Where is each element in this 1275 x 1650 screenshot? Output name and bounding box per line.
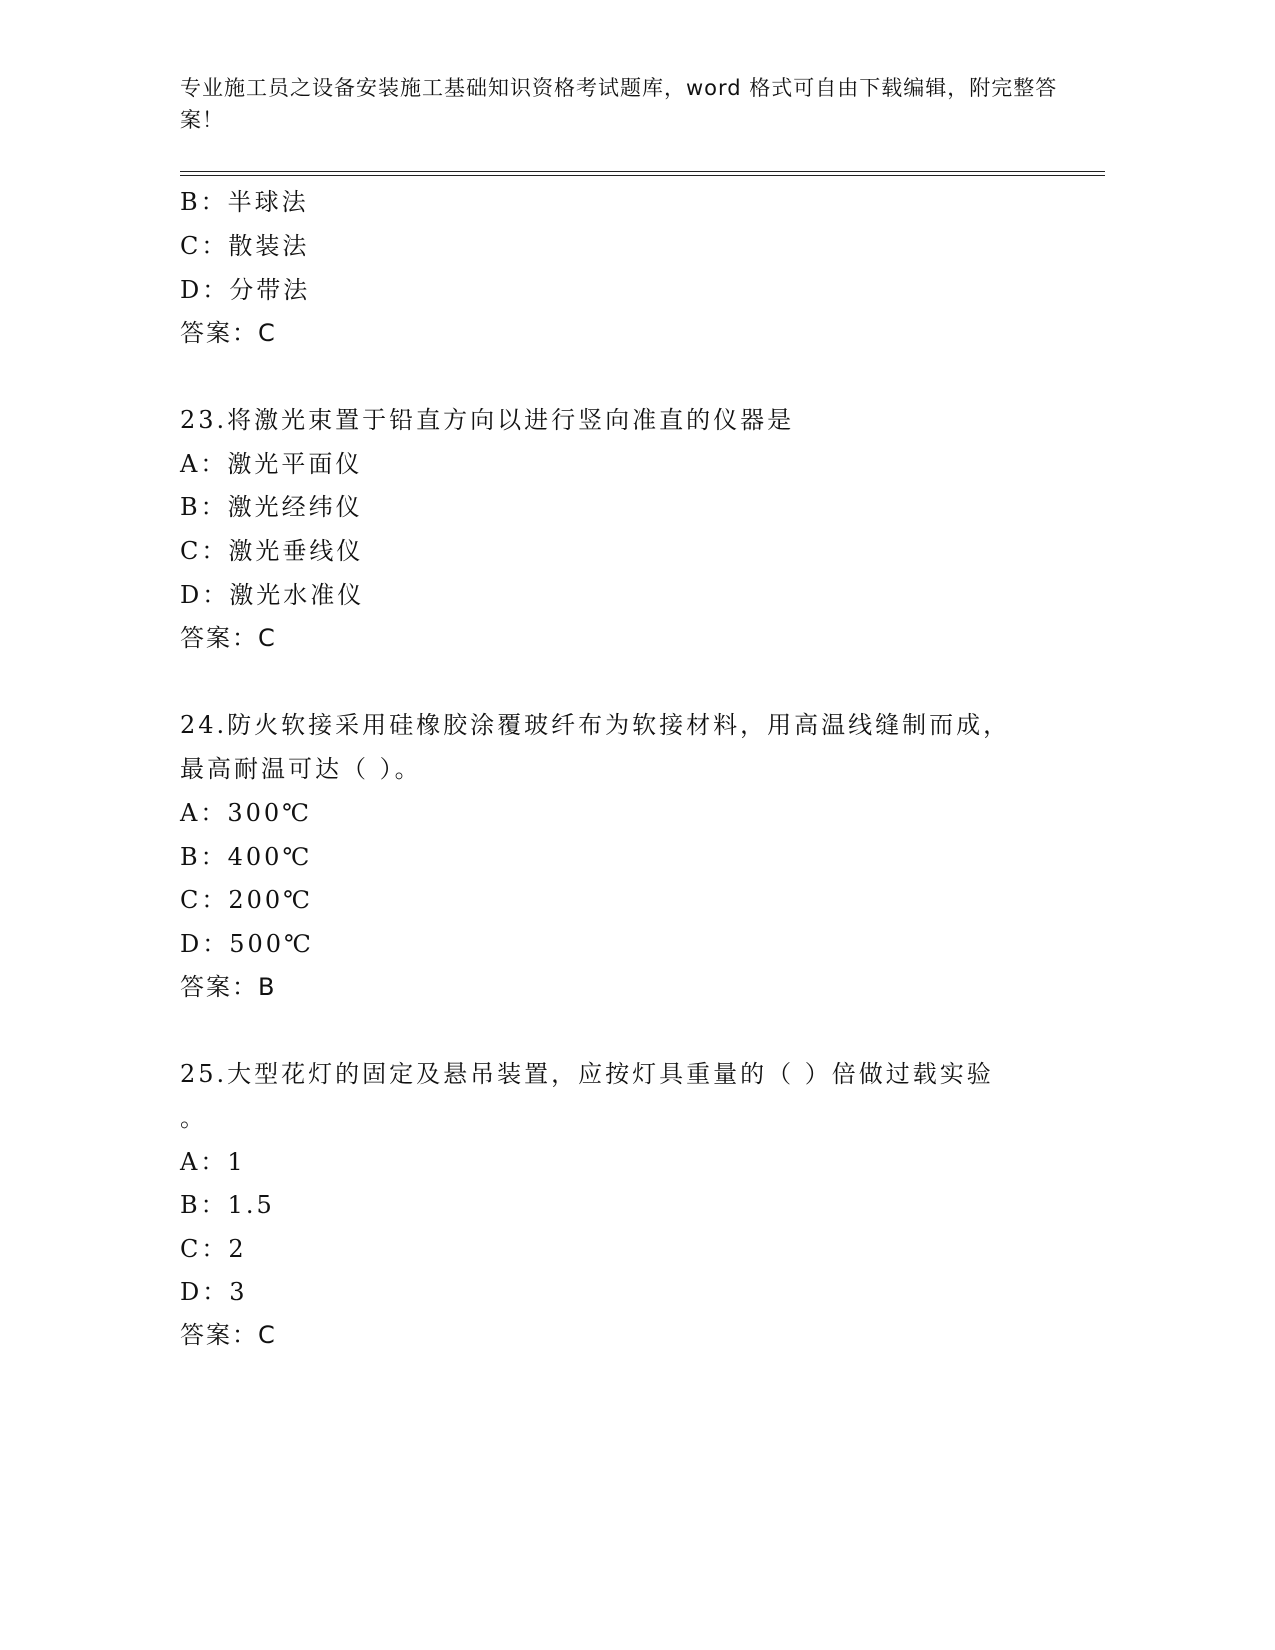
q23-stem: 23.将激光束置于铅直方向以进行竖向准直的仪器是 bbox=[180, 406, 795, 434]
header-divider-top bbox=[180, 171, 1105, 172]
q23-option-a: A：激光平面仪 bbox=[180, 450, 363, 478]
q23-option-c: C：激光垂线仪 bbox=[180, 537, 364, 565]
header-divider-bottom bbox=[180, 175, 1105, 176]
q25-option-b: B：1.5 bbox=[180, 1191, 275, 1219]
q25-answer: 答案：C bbox=[180, 1321, 277, 1349]
q25-stem-line2: 。 bbox=[180, 1104, 207, 1132]
q23-option-b: B：激光经纬仪 bbox=[180, 493, 363, 521]
q24-option-d: D：500℃ bbox=[180, 930, 314, 958]
q25-option-c: C：2 bbox=[180, 1235, 247, 1263]
q24-stem-line2: 最高耐温可达（ ）。 bbox=[180, 755, 422, 783]
q25-stem-line1: 25.大型花灯的固定及悬吊装置，应按灯具重量的（ ）倍做过载实验 bbox=[180, 1060, 994, 1088]
q24-answer: 答案：B bbox=[180, 973, 277, 1001]
q24-stem-line1: 24.防火软接采用硅橡胶涂覆玻纤布为软接材料，用高温线缝制而成， bbox=[180, 711, 1011, 739]
q25-option-a: A：1 bbox=[180, 1148, 246, 1176]
q23-answer: 答案：C bbox=[180, 624, 277, 652]
q24-option-b: B：400℃ bbox=[180, 843, 313, 871]
q22-option-c: C：散装法 bbox=[180, 232, 310, 260]
q23-option-d: D：激光水准仪 bbox=[180, 581, 365, 609]
q25-option-d: D：3 bbox=[180, 1278, 248, 1306]
q24-option-a: A：300℃ bbox=[180, 799, 312, 827]
q22-option-b: B：半球法 bbox=[180, 188, 309, 216]
document-header: 专业施工员之设备安装施工基础知识资格考试题库，word 格式可自由下载编辑，附完整答案！ bbox=[180, 76, 1058, 132]
q24-option-c: C：200℃ bbox=[180, 886, 314, 914]
q22-answer: 答案：C bbox=[180, 319, 277, 347]
q22-option-d: D：分带法 bbox=[180, 276, 311, 304]
